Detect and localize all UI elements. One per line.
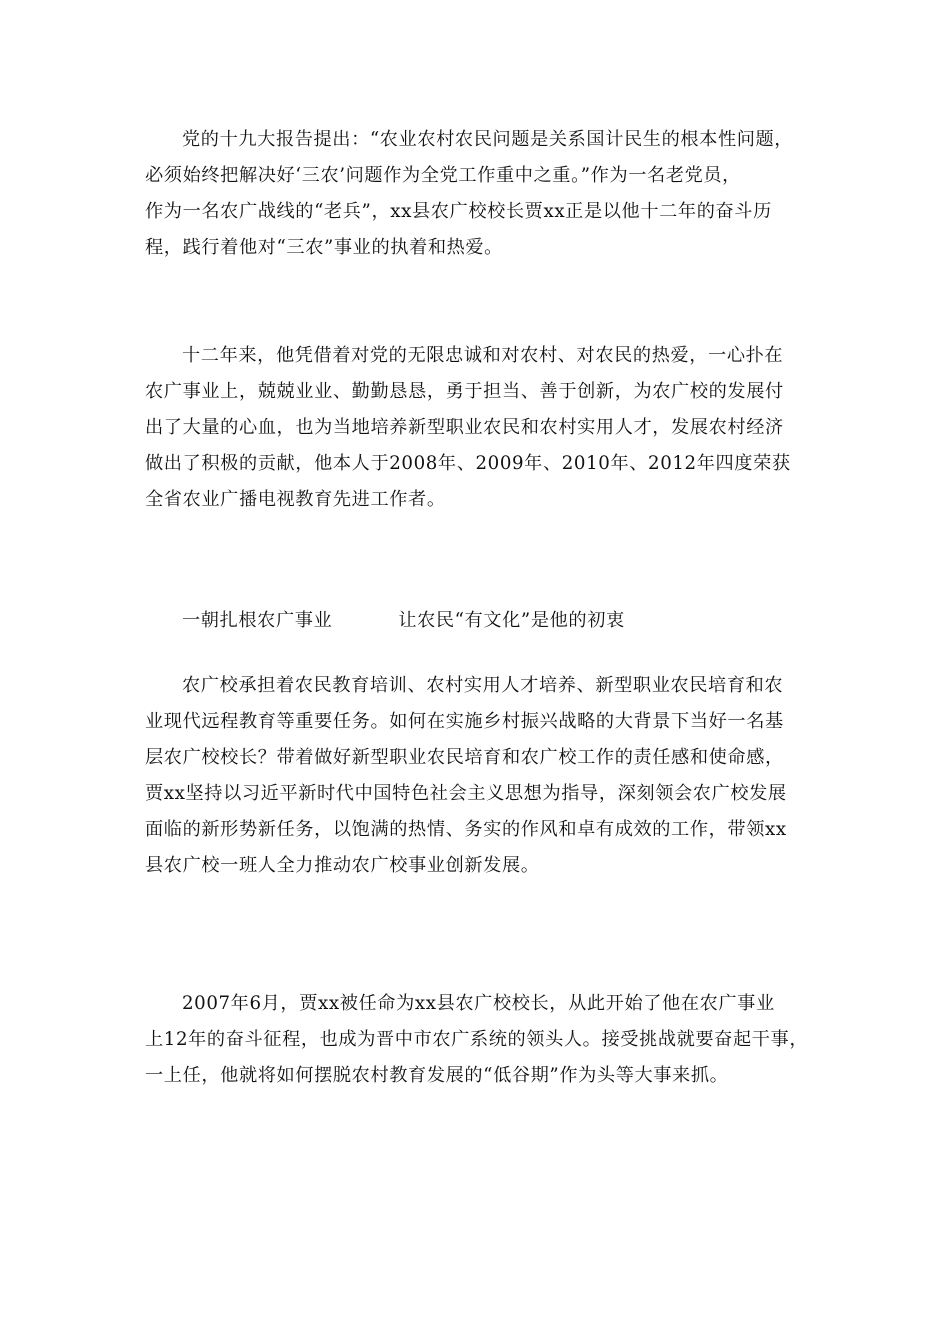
paragraph-line: 贾xx坚持以习近平新时代中国特色社会主义思想为指导，深刻领会农广校发展	[145, 783, 787, 804]
paragraph-line: 上12年的奋斗征程，也成为晋中市农广系统的领头人。接受挑战就要奋起干事，	[145, 1029, 809, 1050]
paragraph-line: 业现代远程教育等重要任务。如何在实施乡村振兴战略的大背景下当好一名基	[145, 711, 784, 732]
paragraph-line: 程，践行着他对“三农”事业的执着和热爱。	[145, 237, 503, 258]
paragraph-1	[145, 122, 810, 266]
paragraph-line: 出了大量的心血，也为当地培养新型职业农民和农村实用人才，发展农村经济	[145, 417, 784, 438]
paragraph-line: 面临的新形势新任务，以饱满的热情、务实的作风和卓有成效的工作，带领xx	[145, 819, 787, 840]
section-heading-left: 一朝扎根农广事业	[182, 610, 333, 631]
paragraph-line: 农广校承担着农民教育培训、农村实用人才培养、新型职业农民培育和农	[182, 675, 784, 696]
paragraph-line: 必须始终把解决好‘三农’问题作为全党工作重中之重。”作为一名老党员，	[145, 165, 741, 186]
paragraph-line: 农广事业上，兢兢业业、勤勤恳恳，勇于担当、善于创新，为农广校的发展付	[145, 381, 784, 402]
section-heading	[145, 603, 810, 639]
paragraph-line: 十二年来，他凭借着对党的无限忠诚和对农村、对农民的热爱，一心扑在	[182, 345, 784, 366]
paragraph-3	[145, 668, 810, 884]
paragraph-line: 县农广校一班人全力推动农广校事业创新发展。	[145, 855, 540, 876]
paragraph-2	[145, 338, 810, 518]
paragraph-line: 一上任，他就将如何摆脱农村教育发展的“低谷期”作为头等大事来抓。	[145, 1065, 729, 1086]
paragraph-line: 全省农业广播电视教育先进工作者。	[145, 489, 446, 510]
section-heading-line	[145, 603, 810, 639]
paragraph-line: 党的十九大报告提出：“农业农村农民问题是关系国计民生的根本性问题，	[182, 129, 794, 150]
paragraph-line: 2007年6月，贾xx被任命为xx县农广校校长，从此开始了他在农广事业	[182, 993, 775, 1014]
section-heading-right: 让农民“有文化”是他的初衷	[398, 610, 625, 631]
paragraph-line: 作为一名农广战线的“老兵”，xx县农广校校长贾xx正是以他十二年的奋斗历	[145, 201, 772, 222]
paragraph-line: 层农广校校长？带着做好新型职业农民培育和农广校工作的责任感和使命感，	[145, 747, 784, 768]
paragraph-4	[145, 986, 810, 1094]
paragraph-line: 做出了积极的贡献，他本人于2008年、2009年、2010年、2012年四度荣获	[145, 453, 791, 474]
